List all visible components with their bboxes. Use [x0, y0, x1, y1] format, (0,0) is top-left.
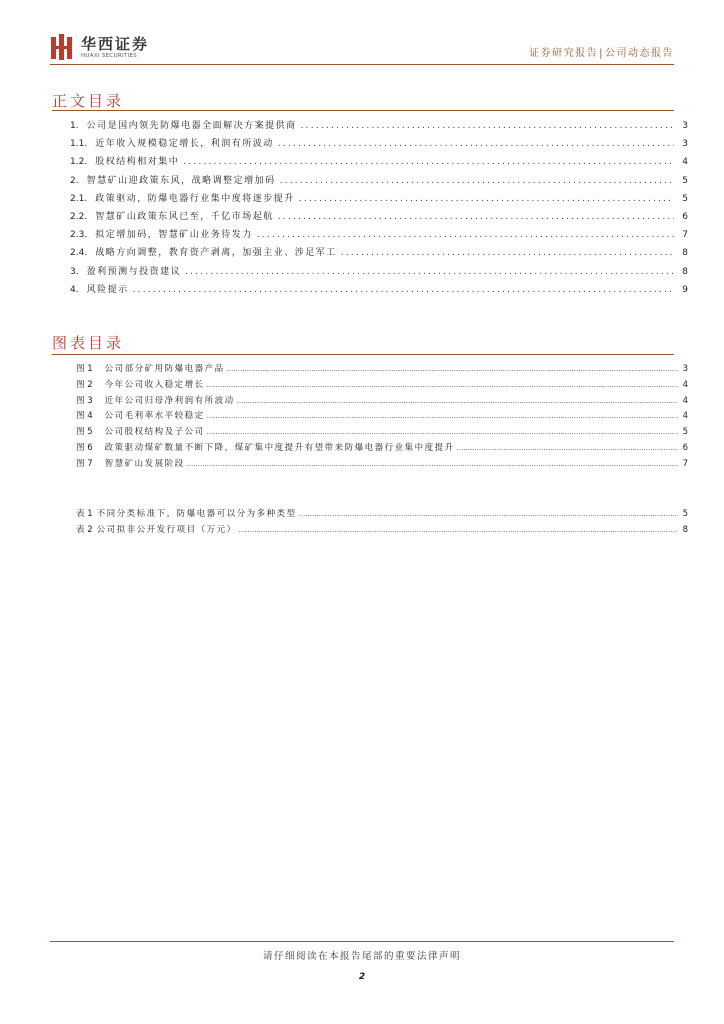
logo-english-name: HUAXI SECURITIES: [81, 53, 138, 59]
toc-leader-dots: [185, 267, 674, 277]
figure-text: 今年公司收入稳定增长: [104, 379, 205, 390]
toc-entry-page: 8: [682, 266, 688, 277]
header-separator: |: [599, 48, 604, 59]
figure-page: 5: [682, 427, 688, 438]
figure-page: 6: [682, 442, 688, 453]
report-type: 证券研究报告: [529, 48, 599, 59]
toc-entry-text: 智慧矿山迎政策东风，战略调整定增加码: [86, 175, 276, 186]
figure-leader-dots: [207, 412, 678, 420]
toc-leader-dots: [183, 157, 674, 167]
toc-entry-number: 3.: [70, 266, 79, 277]
figure-entry[interactable]: [76, 362, 688, 378]
table-page: 5: [682, 509, 688, 519]
report-category: [529, 44, 674, 59]
figure-page: 4: [682, 395, 688, 406]
toc-entry[interactable]: [70, 118, 688, 136]
table-leader-dots: [239, 526, 678, 534]
toc-entry[interactable]: [70, 136, 688, 154]
figure-text: 智慧矿山发展阶段: [104, 458, 185, 469]
toc-entry-text: 政策驱动，防爆电器行业集中度将逐步提升: [95, 193, 295, 204]
figure-label: 图 7: [76, 458, 93, 469]
toc-entry-text: 拟定增加码，智慧矿山业务待发力: [95, 230, 253, 241]
toc-entry[interactable]: [70, 209, 688, 227]
table-entry[interactable]: [76, 523, 688, 539]
toc-leader-dots: [301, 121, 674, 131]
figure-label: 图 5: [76, 427, 93, 438]
report-subtype: 公司动态报告: [605, 48, 674, 59]
figure-leader-dots: [207, 381, 678, 389]
figure-text: 政策驱动煤矿数量不断下降，煤矿集中度提升有望带来防爆电器行业集中度提升: [104, 442, 455, 453]
page-number: 2: [358, 972, 366, 982]
toc-entry-number: 1.2.: [70, 157, 88, 168]
toc-entry-page: 9: [682, 284, 688, 295]
toc-entry-page: 4: [682, 157, 688, 168]
toc-entry[interactable]: [70, 264, 688, 282]
figure-list: [76, 362, 688, 473]
toc-leader-dots: [280, 176, 674, 186]
toc-entry-text: 公司是国内领先防爆电器全面解决方案提供商: [86, 121, 297, 131]
toc-entry-page: 7: [682, 230, 688, 241]
figures-title: 图表目录: [52, 334, 125, 352]
toc-entry-page: 8: [682, 248, 688, 259]
toc-entry-text: 近年收入规模稳定增长，利润有所波动: [95, 139, 274, 150]
header-divider: [50, 64, 674, 65]
table-page: 8: [682, 524, 688, 535]
toc-entry[interactable]: [70, 191, 688, 209]
toc-title: 正文目录: [52, 92, 125, 110]
toc-list: [70, 118, 688, 300]
figure-page: 4: [682, 411, 688, 422]
table-text: 公司拟非公开发行项目（万元）: [96, 524, 237, 535]
toc-leader-dots: [299, 194, 674, 204]
figure-page: 4: [682, 379, 688, 390]
toc-entry-page: 3: [682, 139, 688, 150]
figure-text: 公司部分矿用防爆电器产品: [104, 364, 225, 374]
figure-entry[interactable]: [76, 425, 688, 441]
toc-entry-number: 1.1.: [70, 139, 88, 150]
figure-text: 公司股权结构及子公司: [104, 427, 205, 438]
toc-entry[interactable]: [70, 154, 688, 172]
toc-entry-text: 股权结构相对集中: [95, 157, 180, 168]
toc-title-rule: [52, 110, 674, 111]
table-leader-dots: [299, 510, 678, 518]
figure-leader-dots: [207, 428, 678, 436]
toc-entry-page: 5: [682, 193, 688, 204]
toc-entry[interactable]: [70, 227, 688, 245]
table-entry[interactable]: [76, 507, 688, 523]
toc-entry-text: 战略方向调整，教育资产剥离，加强主业、涉足军工: [95, 248, 337, 259]
figure-entry[interactable]: [76, 378, 688, 394]
toc-leader-dots: [278, 212, 674, 222]
toc-entry[interactable]: [70, 173, 688, 191]
toc-entry-number: 2.3.: [70, 230, 88, 241]
toc-entry-number: 2.2.: [70, 211, 88, 222]
toc-entry-number: 4.: [70, 284, 79, 295]
toc-entry-number: 2.1.: [70, 193, 88, 204]
figure-entry[interactable]: [76, 409, 688, 425]
figure-leader-dots: [457, 444, 678, 452]
figure-label: 图 1: [76, 364, 93, 374]
figure-page: 7: [682, 458, 688, 469]
toc-leader-dots: [278, 139, 674, 149]
figure-entry[interactable]: [76, 441, 688, 457]
figure-page: 3: [682, 364, 688, 374]
figures-title-rule: [52, 354, 674, 355]
figure-leader-dots: [237, 397, 678, 405]
footer-divider: [50, 941, 674, 942]
figure-label: 图 2: [76, 379, 93, 390]
figure-label: 图 6: [76, 442, 93, 453]
toc-leader-dots: [257, 230, 674, 240]
toc-entry-text: 智慧矿山政策东风已至，千亿市场起航: [95, 211, 274, 222]
logo-chinese-name: 华西证券: [81, 35, 150, 53]
legal-disclaimer: 请仔细阅读在本报告尾部的重要法律声明: [262, 951, 461, 962]
figure-label: 图 3: [76, 395, 93, 406]
figure-entry[interactable]: [76, 457, 688, 473]
toc-entry-number: 2.: [70, 175, 79, 186]
toc-entry-page: 6: [682, 211, 688, 222]
page-header: [50, 32, 674, 66]
table-label: 表 1: [76, 509, 93, 519]
toc-leader-dots: [133, 285, 674, 295]
figure-label: 图 4: [76, 411, 93, 422]
table-list: [76, 507, 688, 539]
toc-entry-text: 盈利预测与投资建议: [86, 266, 182, 277]
figure-text: 近年公司归母净利润有所波动: [104, 395, 235, 406]
table-text: 不同分类标准下，防爆电器可以分为多种类型: [96, 509, 297, 519]
toc-entry-number: 1.: [70, 121, 79, 131]
figure-leader-dots: [227, 365, 678, 373]
toc-entry-text: 风险提示: [86, 284, 129, 295]
figure-leader-dots: [187, 460, 678, 468]
toc-entry-page: 3: [682, 121, 688, 131]
toc-leader-dots: [341, 248, 674, 258]
huaxi-logo-icon: [50, 34, 74, 60]
figure-text: 公司毛利率水平较稳定: [104, 411, 205, 422]
toc-entry-number: 2.4.: [70, 248, 88, 259]
toc-entry-page: 5: [682, 175, 688, 186]
table-label: 表 2: [76, 524, 93, 535]
figure-entry[interactable]: [76, 394, 688, 410]
toc-entry[interactable]: [70, 282, 688, 300]
toc-entry[interactable]: [70, 245, 688, 263]
